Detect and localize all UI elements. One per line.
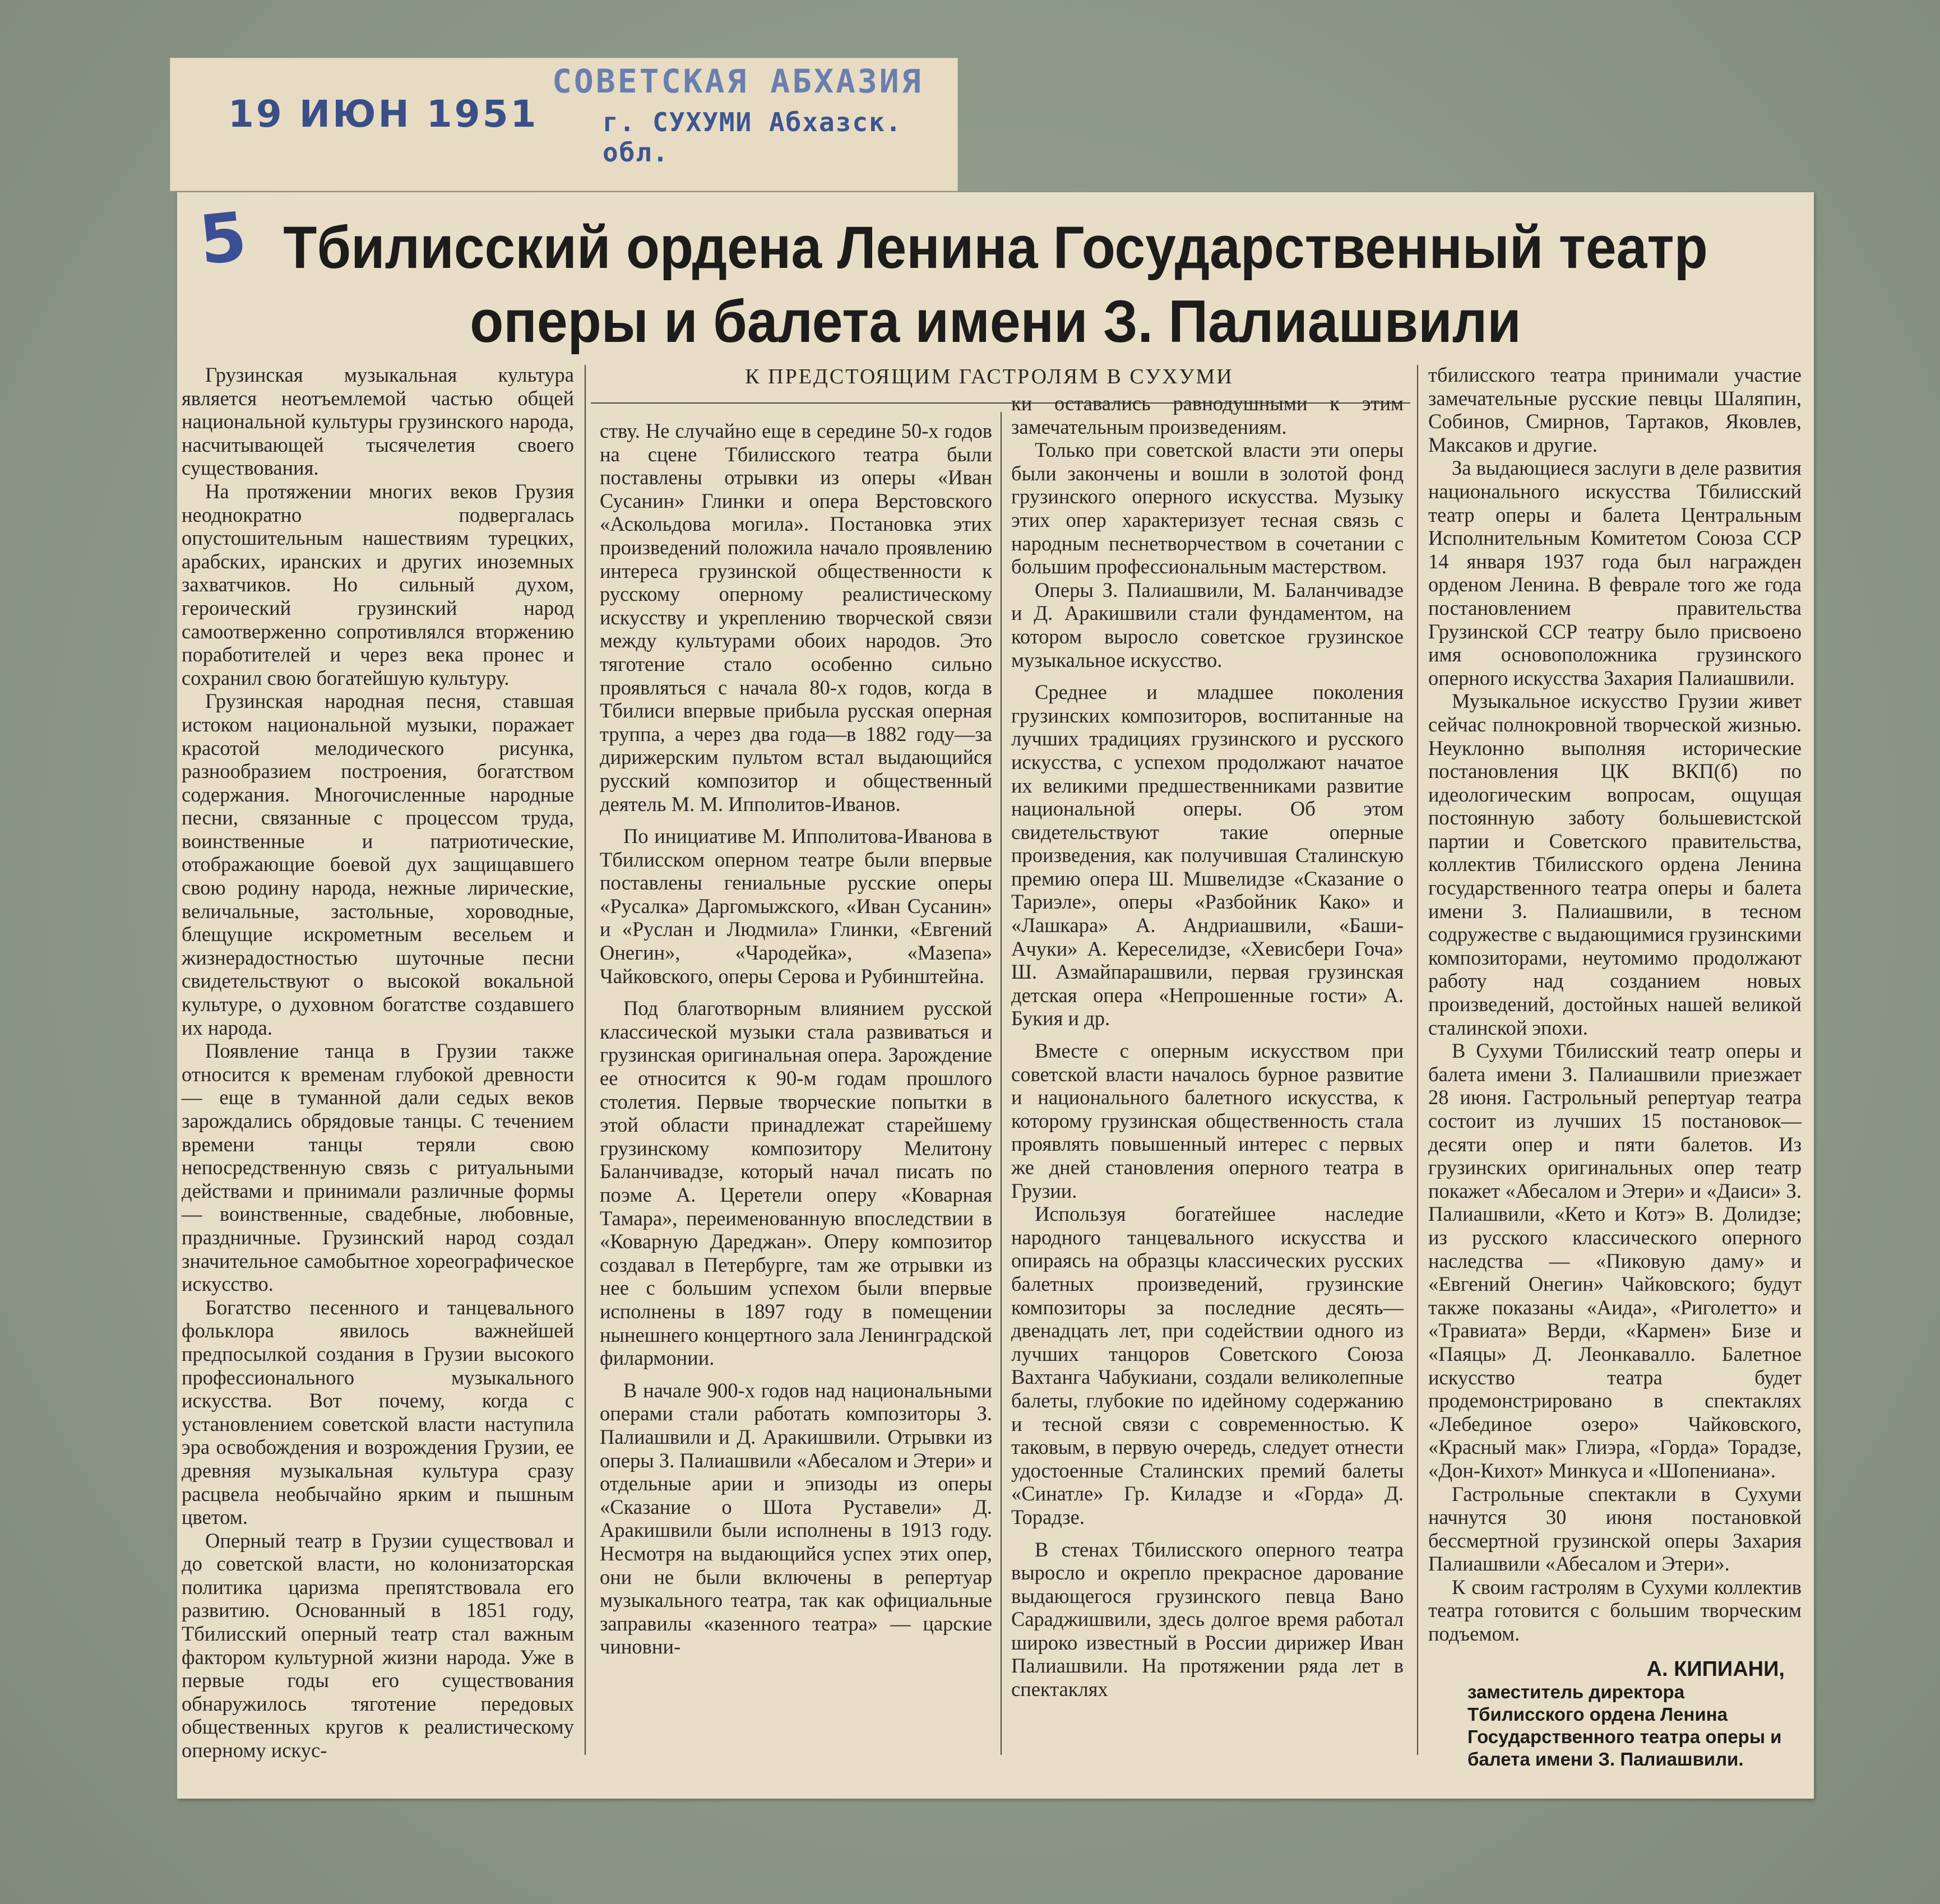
paragraph: Грузинская народная песня, ставшая истоком национальной музыки, поражает красотой мелодического рисунка, разнообразием построения, богатством содержания. Многочисленные народные песни, связанные с процессом труда, воинственные и патриотические, отображающие боевой дух защищавшего свою родину народа, нежные лирические, величальные, застольные, хороводные, блещущие искрометным весельем и жизнерадостностью шуточные песни свидетельствуют о высокой вокальной культуре, о духовном богатстве создавшего их народа. — [182, 689, 574, 1039]
paragraph: На протяжении многих веков Грузия неоднократно подвергалась опустошительным нашествиям турецких, арабских, иранских и других иноземных захватчиков. Но сильный духом, героический грузинский народ самоотверженно сопротивлялся вторжению поработителей и через века пронес и сохранил свою богатейшую культуру. — [182, 479, 574, 689]
newspaper-clipping — [177, 192, 1814, 1799]
margin-mark: 5 — [195, 198, 251, 280]
subheading: К ПРЕДСТОЯЩИМ ГАСТРОЛЯМ В СУХУМИ — [745, 365, 1234, 388]
paragraph: За выдающиеся заслуги в деле развития национального искусства Тбилисский театр оперы и балета Центральным Исполнительным Комитетом Союза ССР 14 января 1937 года был награжден орденом Ленина. В феврале того же года постановлением правительства Грузинской ССР театру было присвоено имя основоположника грузинского оперного искусства Захария Палиашвили. — [1428, 456, 1802, 689]
headline — [243, 210, 1748, 358]
paragraph: ки оставались равнодушными к этим замечательным произведениям. — [1011, 392, 1404, 438]
paragraph: К своим гастролям в Сухуми коллектив театра готовится с большим творческим подъемом. — [1428, 1575, 1802, 1646]
paragraph: Оперы З. Палиашвили, М. Баланчивадзе и Д. Аракишвили стали фундаментом, на котором выросло советское грузинское музыкальное искусство. — [1011, 578, 1404, 671]
stamp-city: г. СУХУМИ Абхазск. обл. — [603, 107, 902, 168]
paragraph: В Сухуми Тбилисский театр оперы и балета имени З. Палиашвили приезжает 28 июня. Гастрольный репертуар театра состоит из лучших 15 постановок—десяти опер и пяти балетов. Из грузинских оригинальных опер театр покажет «Абесалом и Этери» и «Даиси» З. Палиашвили, «Кето и Котэ» В. Долидзе; из русского классического оперного наследства — «Пиковую даму» и «Евгений Онегин» Чайковского; будут также показаны «Аида», «Риголетто» и «Травиата» Верди, «Кармен» Бизе и «Паяцы» Д. Леонкавалло. Балетное искусство театра будет продемонстрировано в спектаклях «Лебединое озеро» Чайковского, «Красный мак» Глиэра, «Горда» Торадзе, «Дон-Кихот» Минкуса и «Шопениана». — [1428, 1039, 1802, 1482]
column-divider — [585, 365, 586, 1755]
paragraph: В стенах Тбилисского оперного театра выросло и окрепло прекрасное дарование выдающегося грузинского певца Вано Сараджишвили, здесь долгое время работал широко известный в России дирижер Иван Палиашвили. На протяжении ряда лет в спектаклях — [1011, 1537, 1404, 1701]
article-column-1 — [182, 363, 574, 1762]
column-divider — [1417, 365, 1418, 1755]
column-divider — [1001, 412, 1002, 1755]
stamp-publication: СОВЕТСКАЯ АБХАЗИЯ — [552, 62, 923, 100]
paragraph: тбилисского театра принимали участие замечательные русские певцы Шаляпин, Собинов, Смирнов, Тартаков, Яковлев, Максаков и другие. — [1428, 363, 1802, 456]
paragraph: Грузинская музыкальная культура является неотъемлемой частью общей национальной культуры грузинского народа, насчитывающей тысячелетия своего существования. — [182, 363, 574, 480]
author-name: А. КИПИАНИ, — [1646, 1657, 1785, 1681]
headline-line-2: оперы и балета имени З. Палиашвили — [470, 288, 1521, 355]
paragraph: В начале 900-х годов над национальными операми стали работать композиторы З. Палиашвили и Д. Аракишвили. Отрывки из оперы З. Палиашвили «Абесалом и Этери» и отдельные арии и эпизоды из оперы «Сказание о Шота Руставели» Д. Аракишвили были исполнены в 1913 году. Несмотря на выдающийся успех этих опер, они не были включены в репертуар музыкального театра, так как официальные заправилы «казенного театра» — царские чиновни- — [600, 1378, 992, 1659]
paragraph: По инициативе М. Ипполитова-Иванова в Тбилисском оперном театре были впервые поставлены гениальные русские оперы «Русалка» Даргомыжского, «Иван Сусанин» и «Руслан и Людмила» Глинки, «Евгений Онегин», «Чародейка», «Мазепа» Чайковского, оперы Серова и Рубинштейна. — [600, 824, 992, 988]
paragraph: Музыкальное искусство Грузии живет сейчас полнокровной творческой жизнью. Неуклонно выполняя исторические постановления ЦК ВКП(б) по идеологическим вопросам, ощущая постоянную заботу большевистской партии и Советского правительства, коллектив Тбилисского ордена Ленина государственного театра оперы и балета имени З. Палиашвили, в тесном содружестве с выдающимися грузинскими композиторами, неутомимо продолжают работу над созданием новых произведений, достойных нашей великой сталинской эпохи. — [1428, 689, 1802, 1039]
paragraph: Гастрольные спектакли в Сухуми начнутся 30 июня постановкой бессмертной грузинской оперы Захария Палиашвили «Абесалом и Этери». — [1428, 1482, 1802, 1576]
paragraph: Только при советской власти эти оперы были закончены и вошли в золотой фонд грузинского оперного искусства. Музыку этих опер характеризует тесная связь с народным песнетворчеством в сочетании с большим профессиональным мастерством. — [1011, 438, 1404, 578]
article-column-4 — [1428, 363, 1802, 1771]
article-column-3 — [1011, 392, 1404, 1701]
paragraph: Используя богатейшее наследие народного танцевального искусства и опираясь на образцы классических русских балетных произведений, грузинские композиторы за последние десять—двенадцать лет, при содействии одного из лучших танцоров Советского Союза Вахтанга Чабукиани, создали великолепные балеты, глубокие по идейному содержанию и тесной связи с современностью. К таковым, в первую очередь, следует отнести удостоенные Сталинских премий балеты «Синатле» Гр. Киладзе и «Горда» Д. Торадзе. — [1011, 1202, 1404, 1528]
paragraph: ству. Не случайно еще в середине 50-х годов на сцене Тбилисского театра были поставлены отрывки из оперы «Иван Сусанин» Глинки и опера Верстовского «Аскольдова могила». Постановка этих произведений положила начало проявлению интереса грузинской общественности к русскому оперному реалистическому искусству и укреплению творческой связи между культурами обоих народов. Это тяготение стало особенно сильно проявляться с начала 80-х годов, когда в Тбилиси впервые прибыла русская оперная труппа, а через два года—в 1882 году—за дирижерским пультом встал выдающийся русский композитор и общественный деятель М. М. Ипполитов-Иванов. — [600, 419, 992, 816]
paragraph: Появление танца в Грузии также относится к временам глубокой древности — еще в туманной дали седых веков зарождались обрядовые танцы. С течением времени танцы теряли свою непосредственную связь с ритуальными действами и принимали различные формы — воинственные, свадебные, любовные, праздничные. Грузинский народ создал значительное самобытное хореографическое искусство. — [182, 1039, 574, 1296]
paragraph: Оперный театр в Грузии существовал и до советской власти, но колонизаторская политика царизма препятствовала его развитию. Основанный в 1851 году, Тбилисский оперный театр стал важным фактором культурной жизни народа. Уже в первые годы его существования обнаружилось тяготение передовых общественных кругов к реалистическому оперному искус- — [182, 1528, 574, 1762]
headline-line-1: Тбилисский ордена Ленина Государственный театр — [283, 214, 1708, 281]
paragraph: Под благотворным влиянием русской классической музыки стала развиваться и грузинская оригинальная опера. Зарождение ее относится к 90-м годам прошлого столетия. Первые творческие попытки в этой области принадлежат старейшему грузинскому композитору Мелитону Баланчивадзе, который начал писать по поэме А. Церетели оперу «Коварная Тамара», переименованную впоследствии в «Коварную Дареджан». Оперу композитор создавал в Петербурге, там же отрывки из нее с большим успехом были впервые исполнены в 1897 году в помещении нынешнего концертного зала Ленинградской филармонии. — [600, 997, 992, 1370]
paragraph: Богатство песенного и танцевального фольклора явилось важнейшей предпосылкой создания в Грузии высокого профессионального музыкального искусства. Вот почему, когда с установлением советской власти наступила эра освобождения и возрождения Грузии, ее древняя музыкальная культура сразу расцвела необычайно ярким и пышным цветом. — [182, 1295, 574, 1529]
paragraph: Вместе с оперным искусством при советской власти началось бурное развитие и национального балетного искусства, к которому грузинская общественность стала проявлять повышенный интерес с первых же дней становления оперного театра в Грузии. — [1011, 1039, 1404, 1202]
article-column-2 — [600, 419, 992, 1659]
stamp-date: 19 ИЮН 1951 — [228, 92, 539, 136]
paragraph: Среднее и младшее поколения грузинских композиторов, воспитанные на лучших традициях грузинского и русского искусства, с успехом продолжают начатое их великими предшественниками развитие национальной оперы. Об этом свидетельствуют такие оперные произведения, как получившая Сталинскую премию опера Ш. Мшвелидзе «Сказание о Тариэле», оперы «Разбойник Како» и «Лашкара» А. Андриашвили, «Баши-Ачуки» А. Кереселидзе, «Хевисбери Гоча» Ш. Азмайпарашвили, первая грузинская детская опера «Непрошенные гости» А. Букия и др. — [1011, 680, 1404, 1030]
author-role: заместитель директора Тбилисского ордена Ленина Государственного театра оперы и балета имени З. Палиашвили. — [1467, 1681, 1782, 1770]
archive-stamp — [170, 58, 958, 191]
